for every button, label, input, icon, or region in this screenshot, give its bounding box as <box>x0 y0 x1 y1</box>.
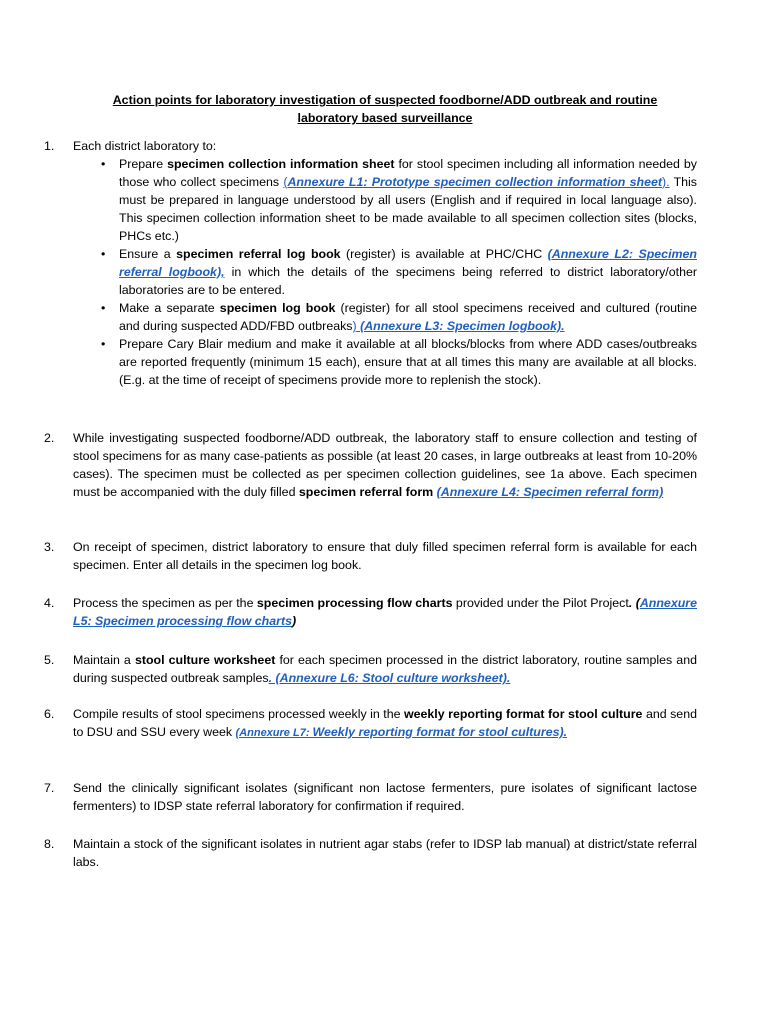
item-number: 6. <box>44 707 55 721</box>
list-item-4: 4. Process the specimen as per the specimen processing flow charts provided under the Pilot Project. (Annexure L5: Specimen processing flow charts) <box>44 596 697 628</box>
item-number: 2. <box>44 431 55 445</box>
item-intro: Each district laboratory to: <box>73 139 217 153</box>
annexure-l7-label[interactable]: (Annexure L7: <box>235 727 313 739</box>
annexure-l2-link[interactable]: (Annexure L2: Specimen referral logbook), <box>119 247 697 279</box>
item-number: 7. <box>44 781 55 795</box>
list-item-2: 2. While investigating suspected foodborne/ADD outbreak, the laboratory staff to ensure collection and testing of stool specimens for as many case-patients as possible (at least 20 cases, in large outbreaks at least from 10-20% cases). The specimen must be collected as per specimen collection guidelines, see 1a above. Each specimen must be accompanied with the duly filled specimen referral form (Annexure L4: Specimen referral form) <box>44 431 697 499</box>
list-item-6: 6. Compile results of stool specimens processed weekly in the weekly reporting format for stool culture and send to DSU and SSU every week (Annexure L7: Weekly reporting format for stool cultures). <box>44 707 697 739</box>
bullet-icon: • <box>101 301 106 315</box>
item-number: 8. <box>44 837 55 851</box>
list-item-1 <box>44 137 697 389</box>
item-number: 3. <box>44 540 55 554</box>
item-number: 4. <box>44 596 55 610</box>
annexure-l7-link[interactable]: Weekly reporting format for stool cultures). <box>312 725 568 739</box>
annexure-l4-link[interactable]: (Annexure L4: Specimen referral form) <box>436 485 664 499</box>
list-item-3: 3. On receipt of specimen, district laboratory to ensure that duly filled specimen referral form is available for each specimen. Enter all details in the specimen log book. <box>44 540 697 572</box>
bullet-list <box>73 155 697 389</box>
bullet-icon: • <box>101 247 106 261</box>
annexure-l1-link[interactable]: Annexure L1: Prototype specimen collection information sheet <box>287 175 662 189</box>
title-line-1: Action points for laboratory investigation of suspected foodborne/ADD outbreak and routine <box>112 93 658 107</box>
bullet-icon: • <box>101 337 106 351</box>
bullet-item-3: • Make a separate specimen log book (register) for all stool specimens received and cultured (routine and during suspected ADD/FBD outbreaks) (Annexure L3: Specimen logbook). <box>101 301 697 333</box>
page-title <box>80 91 690 127</box>
title-line-2: laboratory based surveillance <box>297 111 473 125</box>
bullet-item-2: • Ensure a specimen referral log book (register) is available at PHC/CHC (Annexure L2: Specimen referral logbook), in which the details of the specimens being referred to district laboratory/other laboratories are to be entered. <box>101 247 697 297</box>
list-item-8: 8. Maintain a stock of the significant isolates in nutrient agar stabs (refer to IDSP lab manual) at district/state referral labs. <box>44 837 697 869</box>
list-item-5: 5. Maintain a stool culture worksheet for each specimen processed in the district laboratory, routine samples and during suspected outbreak samples. (Annexure L6: Stool culture worksheet). <box>44 653 697 685</box>
item-number: 5. <box>44 653 55 667</box>
item-number: 1. <box>44 139 55 153</box>
bullet-item-1: • Prepare specimen collection information sheet for stool specimen including all information needed by those who collect specimens (Annexure L1: Prototype specimen collection information sheet). This must be prepared in language understood by all users (English and if required in local language also). This specimen collection information sheet to be made available to all specimen collection sites (blocks, PHCs etc.) <box>101 157 697 243</box>
bullet-item-4: • Prepare Cary Blair medium and make it available at all blocks/blocks from where ADD cases/outbreaks are reported frequently (minimum 15 each), ensure that at all times this many are available at all blocks. (E.g. at the time of receipt of specimens provide more to replenish the stock). <box>101 337 697 387</box>
annexure-l3-link[interactable]: (Annexure L3: Specimen logbook). <box>356 319 565 333</box>
annexure-l5-link[interactable]: Annexure L5: Specimen processing flow charts <box>73 596 697 628</box>
bullet-icon: • <box>101 157 106 171</box>
list-item-7: 7. Send the clinically significant isolates (significant non lactose fermenters, pure isolates of significant lactose fermenters) to IDSP state referral laboratory for confirmation if required. <box>44 781 697 813</box>
annexure-l6-link[interactable]: . (Annexure L6: Stool culture worksheet). <box>268 671 511 685</box>
